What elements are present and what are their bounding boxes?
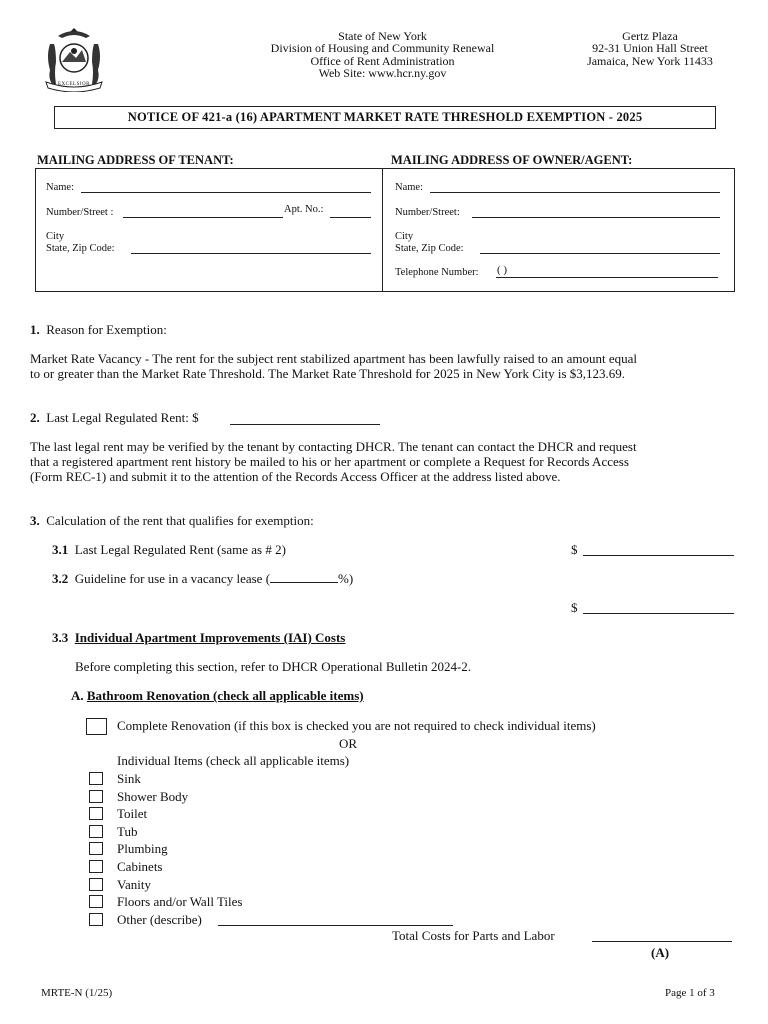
bathroom-item-label: Plumbing [117, 841, 168, 856]
bathroom-item-checkbox[interactable] [89, 825, 103, 838]
bathroom-item-checkbox[interactable] [89, 842, 103, 855]
agency-block [240, 30, 525, 80]
total-costs-label: Total Costs for Parts and Labor [392, 928, 555, 943]
or-separator: OR [339, 736, 358, 751]
tenant-name-field[interactable] [81, 192, 371, 193]
agency-office: Office of Rent Administration [310, 53, 455, 68]
guideline-percent-field[interactable] [270, 571, 338, 583]
section3-heading [30, 513, 314, 528]
section2-line1: The last legal rent may be verified by the tenant by contacting DHCR. The tenant can contact the DHCR and request [30, 439, 637, 454]
agency-state: State of New York [338, 29, 427, 43]
bathroom-item-label: Tub [117, 824, 138, 839]
bathroom-item-label: Other (describe) [117, 912, 202, 927]
bathroom-item-checkbox[interactable] [89, 895, 103, 908]
bathroom-item-label: Vanity [117, 877, 151, 892]
tenant-name-label: Name: [46, 182, 74, 193]
owner-street-label: Number/Street: [395, 207, 460, 218]
item-3-1-number: 3.1 [52, 542, 69, 557]
owner-street-field[interactable] [472, 217, 720, 218]
form-title: NOTICE OF 421-a (16) APARTMENT MARKET RATE THRESHOLD EXEMPTION - 2025 [54, 106, 716, 129]
section1-title: Reason for Exemption: [46, 322, 167, 337]
bathroom-item-checkbox[interactable] [89, 913, 103, 926]
section2-line2: that a registered apartment rent history be mailed to his or her apartment or complete a Request for Records Access [30, 454, 629, 469]
bathroom-item-label: Toilet [117, 806, 148, 821]
item-3-1-label: Last Legal Regulated Rent (same as # 2) [74, 542, 286, 557]
tenant-street-field[interactable] [123, 217, 283, 218]
item-3-3 [52, 630, 345, 645]
item-3-2 [52, 571, 353, 586]
bathroom-item-label: Cabinets [117, 859, 163, 874]
item-3-2-label-a: Guideline for use in a vacancy lease ( [74, 571, 271, 586]
last-legal-rent-field[interactable] [230, 424, 380, 425]
owner-phone-area-code[interactable]: ( ) [497, 264, 508, 276]
bathroom-item-checkbox[interactable] [89, 790, 103, 803]
tenant-street-label: Number/Street : [46, 207, 114, 218]
section2-line3: (Form REC-1) and submit it to the attention of the Records Access Officer at the address listed above. [30, 469, 561, 484]
total-marker: (A) [651, 945, 670, 960]
item-3-2-dollar: $ [571, 600, 578, 615]
subsection-a-label: A. [71, 688, 84, 703]
item-3-2-amount-field[interactable] [583, 613, 734, 614]
section1-line2: to or greater than the Market Rate Threshold. The Market Rate Threshold for 2025 in New York City is $3,123.69. [30, 366, 626, 381]
address-building: Gertz Plaza [622, 29, 678, 43]
section3-title: Calculation of the rent that qualifies for exemption: [46, 513, 314, 528]
item-3-3-heading: Individual Apartment Improvements (IAI) Costs [74, 630, 346, 645]
owner-statezip-field[interactable] [480, 253, 720, 254]
section2-label: Last Legal Regulated Rent: $ [46, 410, 199, 425]
subsection-a-heading: Bathroom Renovation (check all applicable items) [86, 688, 364, 703]
bathroom-item-label: Sink [117, 771, 141, 786]
total-costs-field[interactable] [592, 941, 732, 942]
tenant-apt-label: Apt. No.: [284, 204, 324, 215]
tenant-city-label: City [46, 231, 65, 242]
owner-name-field[interactable] [430, 192, 720, 193]
tenant-apt-field[interactable] [330, 217, 371, 218]
bathroom-item-label: Shower Body [117, 789, 189, 804]
section2-heading [30, 410, 199, 425]
item-3-1-amount-field[interactable] [583, 555, 734, 556]
bathroom-item-checkbox[interactable] [89, 807, 103, 820]
section2-number: 2. [30, 410, 40, 425]
other-describe-field[interactable] [218, 925, 453, 926]
address-box [35, 168, 735, 292]
item-3-1-dollar: $ [571, 542, 578, 557]
agency-website: Web Site: www.hcr.ny.gov [318, 66, 447, 81]
tenant-statezip-field[interactable] [131, 253, 371, 254]
owner-city-label: City [395, 231, 414, 242]
complete-renovation-label: Complete Renovation (if this box is checked you are not required to check individual items) [117, 718, 596, 733]
section1-heading [30, 322, 167, 337]
bathroom-item-label: Floors and/or Wall Tiles [117, 894, 243, 909]
owner-phone-field[interactable] [496, 277, 718, 278]
address-divider [382, 168, 383, 292]
individual-items-label: Individual Items (check all applicable items) [117, 753, 350, 768]
bathroom-item-checkbox[interactable] [89, 878, 103, 891]
subsection-a [71, 688, 364, 703]
bathroom-item-checkbox[interactable] [89, 860, 103, 873]
page-number: Page 1 of 3 [665, 987, 715, 999]
owner-heading: MAILING ADDRESS OF OWNER/AGENT: [391, 153, 633, 167]
owner-name-label: Name: [395, 182, 423, 193]
tenant-heading: MAILING ADDRESS OF TENANT: [37, 153, 234, 167]
item-3-3-note: Before completing this section, refer to DHCR Operational Bulletin 2024-2. [75, 659, 472, 674]
bathroom-item-checkbox[interactable] [89, 772, 103, 785]
owner-phone-label: Telephone Number: [395, 267, 479, 278]
address-street: 92-31 Union Hall Street [592, 41, 708, 56]
item-3-3-number: 3.3 [52, 630, 69, 645]
tenant-statezip-label: State, Zip Code: [46, 243, 115, 254]
item-3-1 [52, 542, 286, 557]
address-city: Jamaica, New York 11433 [587, 53, 713, 68]
office-address [570, 30, 730, 67]
section1-number: 1. [30, 322, 40, 337]
section3-number: 3. [30, 513, 40, 528]
item-3-2-label-b: %) [338, 571, 354, 586]
agency-division: Division of Housing and Community Renewal [270, 41, 495, 56]
nys-seal [40, 26, 108, 92]
form-id: MRTE-N (1/25) [41, 987, 113, 999]
item-3-2-number: 3.2 [52, 571, 69, 586]
complete-renovation-checkbox[interactable] [86, 718, 107, 735]
owner-statezip-label: State, Zip Code: [395, 243, 464, 254]
seal-motto: EXCELSIOR [58, 82, 90, 87]
section1-line1: Market Rate Vacancy - The rent for the subject rent stabilized apartment has been lawfully raised to an amount equal [30, 351, 638, 366]
